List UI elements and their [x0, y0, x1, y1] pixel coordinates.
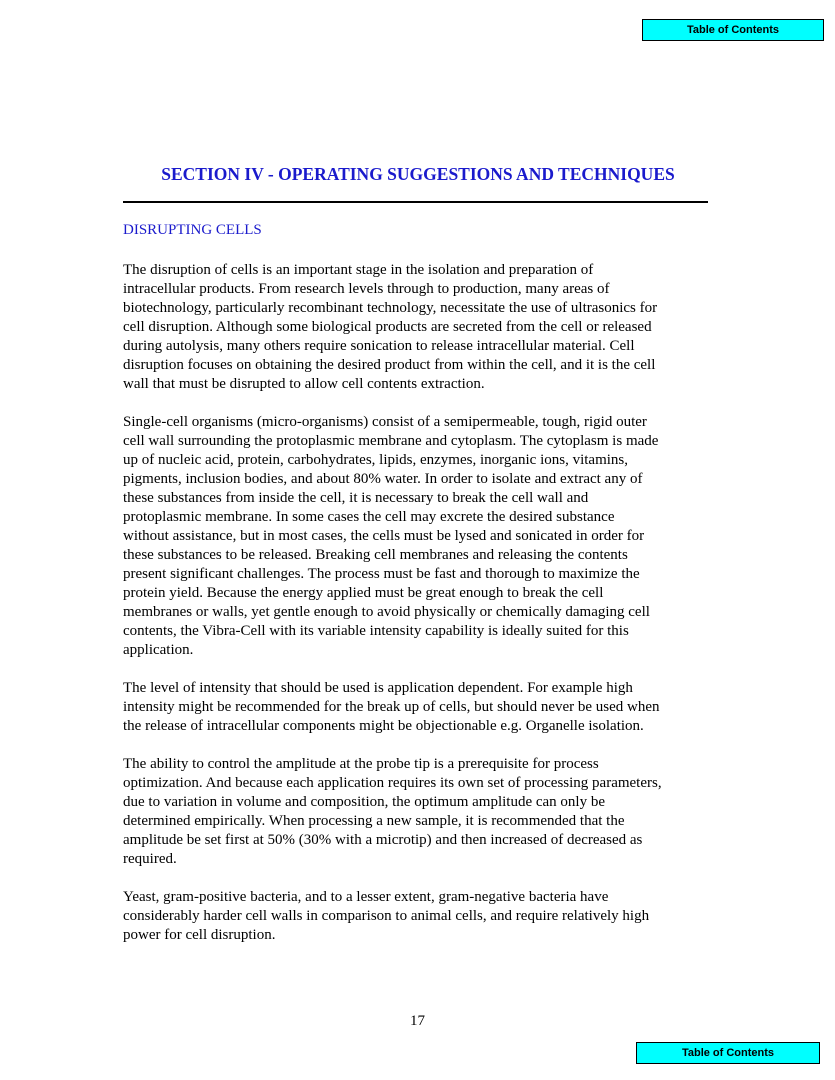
paragraph [123, 261, 715, 394]
paragraph-line: these substances to be released. Breaking cell membranes and releasing the contents [123, 547, 628, 563]
paragraph-line: protoplasmic membrane. In some cases the cell may excrete the desired substance [123, 509, 615, 525]
paragraph [123, 413, 715, 660]
paragraph-line: The ability to control the amplitude at the probe tip is a prerequisite for process [123, 756, 599, 772]
paragraph-line: membranes or walls, yet gentle enough to avoid physically or chemically damaging cell [123, 604, 650, 620]
paragraph-line: these substances from inside the cell, it is necessary to break the cell wall and [123, 490, 589, 506]
paragraph-line: wall that must be disrupted to allow cell contents extraction. [123, 376, 485, 392]
paragraph-line: application. [123, 642, 194, 658]
paragraph-line: during autolysis, many others require sonication to release intracellular material. Cell [123, 338, 635, 354]
paragraph-line: The level of intensity that should be used is application dependent. For example high [123, 680, 633, 696]
paragraph-line: cell wall surrounding the protoplasmic membrane and cytoplasm. The cytoplasm is made [123, 433, 659, 449]
paragraph [123, 888, 715, 945]
paragraph [123, 755, 715, 869]
paragraph-line: contents, the Vibra-Cell with its variable intensity capability is ideally suited for this [123, 623, 629, 639]
paragraph-line: intracellular products. From research levels through to production, many areas of [123, 281, 610, 297]
paragraph-line: disruption focuses on obtaining the desired product from within the cell, and it is the cell [123, 357, 656, 373]
page-number: 17 [410, 1013, 425, 1029]
section-divider [123, 201, 708, 203]
table-of-contents-link-bottom[interactable]: Table of Contents [636, 1042, 820, 1064]
paragraph [123, 679, 715, 736]
paragraph-line: considerably harder cell walls in comparison to animal cells, and require relatively high [123, 908, 650, 924]
paragraph-line: Yeast, gram-positive bacteria, and to a lesser extent, gram-negative bacteria have [123, 889, 609, 905]
paragraph-line: required. [123, 851, 177, 867]
table-of-contents-link-top[interactable]: Table of Contents [642, 19, 824, 41]
paragraph-line: pigments, inclusion bodies, and about 80% water. In order to isolate and extract any of [123, 471, 643, 487]
paragraph-line: cell disruption. Although some biological products are secreted from the cell or released [123, 319, 652, 335]
paragraph-line: the release of intracellular components might be objectionable e.g. Organelle isolation. [123, 718, 644, 734]
paragraph-line: The disruption of cells is an important stage in the isolation and preparation of [123, 262, 594, 278]
paragraph-line: protein yield. Because the energy applied must be great enough to break the cell [123, 585, 604, 601]
paragraph-line: optimization. And because each application requires its own set of processing parameters, [123, 775, 662, 791]
paragraph-line: intensity might be recommended for the break up of cells, but should never be used when [123, 699, 660, 715]
subheading-disrupting-cells: DISRUPTING CELLS [123, 222, 262, 238]
paragraph-line: Single-cell organisms (micro-organisms) consist of a semipermeable, tough, rigid outer [123, 414, 647, 430]
paragraph-line: without assistance, but in most cases, the cells must be lysed and sonicated in order for [123, 528, 645, 544]
section-title: SECTION IV - OPERATING SUGGESTIONS AND TECHNIQUES [161, 164, 675, 184]
paragraph-line: power for cell disruption. [123, 927, 276, 943]
body-text [123, 261, 715, 964]
paragraph-line: determined empirically. When processing a new sample, it is recommended that the [123, 813, 625, 829]
paragraph-line: up of nucleic acid, protein, carbohydrates, lipids, enzymes, inorganic ions, vitamins, [123, 452, 629, 468]
paragraph-line: due to variation in volume and composition, the optimum amplitude can only be [123, 794, 605, 810]
paragraph-line: amplitude be set first at 50% (30% with a microtip) and then increased of decreased as [123, 832, 643, 848]
paragraph-line: biotechnology, particularly recombinant technology, necessitate the use of ultrasonics for [123, 300, 658, 316]
paragraph-line: present significant challenges. The process must be fast and thorough to maximize the [123, 566, 640, 582]
